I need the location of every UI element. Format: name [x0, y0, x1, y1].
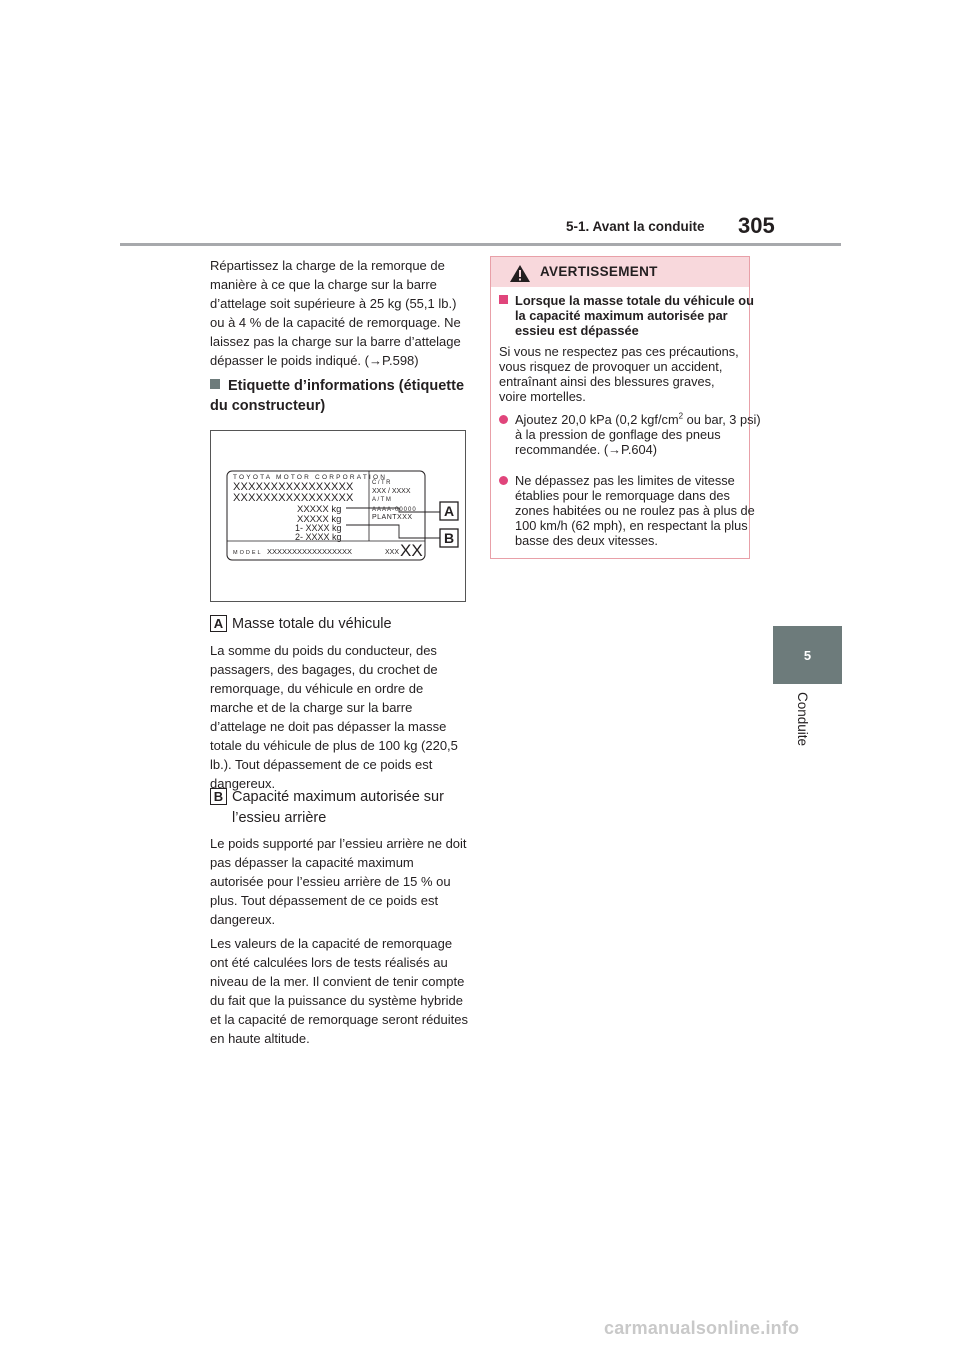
callout-a-badge: A [210, 615, 227, 632]
bullet-dot-icon [499, 415, 508, 424]
warning-title: AVERTISSEMENT [540, 264, 658, 279]
plate-callout-b: B [443, 530, 455, 546]
plate-code: AAAA-00000 [372, 507, 417, 513]
callout-b-badge: B [210, 788, 227, 805]
warning-square-icon [499, 295, 508, 304]
plate-ctr: C/TR [372, 480, 392, 486]
item-b-text: Le poids supporté par l’essieu arrière ne doit pas dépasser la capacité maximum autorisée pour l’essieu arrière de 15 % ou plus. Tout dépassement de ce poids est dangereux. [210, 836, 467, 927]
label-illustration [210, 430, 466, 602]
warning-bullet-1 [499, 412, 761, 457]
warning-bullet-2 [499, 473, 761, 548]
plate-ctr-value: XXX / XXXX [372, 488, 411, 495]
item-a-heading [210, 614, 392, 635]
chapter-label: Conduite [795, 692, 810, 747]
plate-line2: XXXXXXXXXXXXXXXX [233, 492, 354, 504]
header-divider [120, 243, 841, 246]
intro-paragraph: Répartissez la charge de la remorque de manière à ce que la charge sur la barre d’attelage soit supérieure à 25 kg (55,1 lb.) ou à 4 % de la capacité de remorquage. Ne laissez pas la charge sur la barre d’attelage dépasser le poids indiqué. (→P.598) [210, 258, 461, 368]
bullet1-sup: 2 [678, 411, 684, 421]
warning-heading [499, 293, 761, 338]
plate-model-label: MODEL [233, 550, 263, 556]
heading-square-icon [210, 379, 220, 389]
warning-intro: Si vous ne respectez pas ces précautions, vous risquez de provoquer un accident, entraînant ainsi des blessures graves, voire mortelles. [499, 344, 739, 404]
warning-heading-text: Lorsque la masse totale du véhicule ou la capacité maximum autorisée par essieu est dépassée [515, 293, 754, 338]
bullet1-post: ou bar, 3 psi) à la pression de gonflage des pneus recommandée. (→P.604) [515, 412, 761, 457]
item-b-title-line1: Capacité maximum autorisée sur [232, 789, 444, 805]
section-heading-text: Etiquette d’informations (étiquette du constructeur) [210, 378, 465, 414]
section-title: 5-1. Avant la conduite [566, 219, 705, 234]
bullet2-text: Ne dépassez pas les limites de vitesse établies pour le remorquage dans des zones habitées ou ne roulez pas à plus de 100 km/h (62 mph), en respectant la plus basse des deux vitesses. [515, 473, 755, 548]
section-heading [210, 376, 468, 416]
plate-suffix-large: XX [400, 541, 423, 560]
plate-weight1: XXXXX kg [297, 504, 342, 515]
bullet-dot-icon [499, 476, 508, 485]
label-plate-drawing [211, 431, 465, 601]
plate-model-value: XXXXXXXXXXXXXXXXX [267, 547, 353, 556]
plate-axle2: 2- XXXX kg [295, 532, 342, 542]
item-b-title-line2: l’essieu arrière [232, 810, 327, 826]
plate-maker: TOYOTA MOTOR CORPORATION [233, 474, 388, 481]
item-a-title: Masse totale du véhicule [232, 616, 392, 632]
warning-triangle-icon [509, 264, 531, 283]
item-a-text: La somme du poids du conducteur, des passagers, des bagages, du crochet de remorquage, du véhicule en ordre de marche et de la charge sur la barre d’attelage ne doit pas dépasser la masse totale du véhicule de plus de 100 kg (220,5 lb.). Tout dépassement de ce poids est dangereux. [210, 643, 458, 791]
page-number: 305 [738, 213, 775, 238]
warning-box [490, 256, 761, 559]
watermark: carmanualsonline.info [604, 1318, 800, 1338]
item-b-heading [210, 787, 444, 829]
plate-plant: PLANTXXX [372, 514, 413, 521]
closing-paragraph: Les valeurs de la capacité de remorquage ont été calculées lors de tests réalisés au niveau de la mer. Il convient de tenir compte du fait que la puissance du système hybride et la capacité de remorquage seront réduites en haute altitude. [210, 936, 468, 1046]
chapter-tab[interactable] [773, 626, 842, 684]
plate-atm: A/TM [372, 497, 393, 503]
plate-weight2: XXXXX kg [297, 514, 342, 525]
warning-header [491, 257, 749, 287]
plate-line1: XXXXXXXXXXXXXXXX [233, 481, 354, 493]
plate-axle1: 1- XXXX kg [295, 523, 342, 533]
bullet1-pre: Ajoutez 20,0 kPa (0,2 kgf/cm [515, 412, 679, 427]
plate-callout-a: A [443, 503, 455, 519]
plate-suffix-small: XXX [385, 549, 400, 556]
chapter-number: 5 [803, 647, 812, 663]
